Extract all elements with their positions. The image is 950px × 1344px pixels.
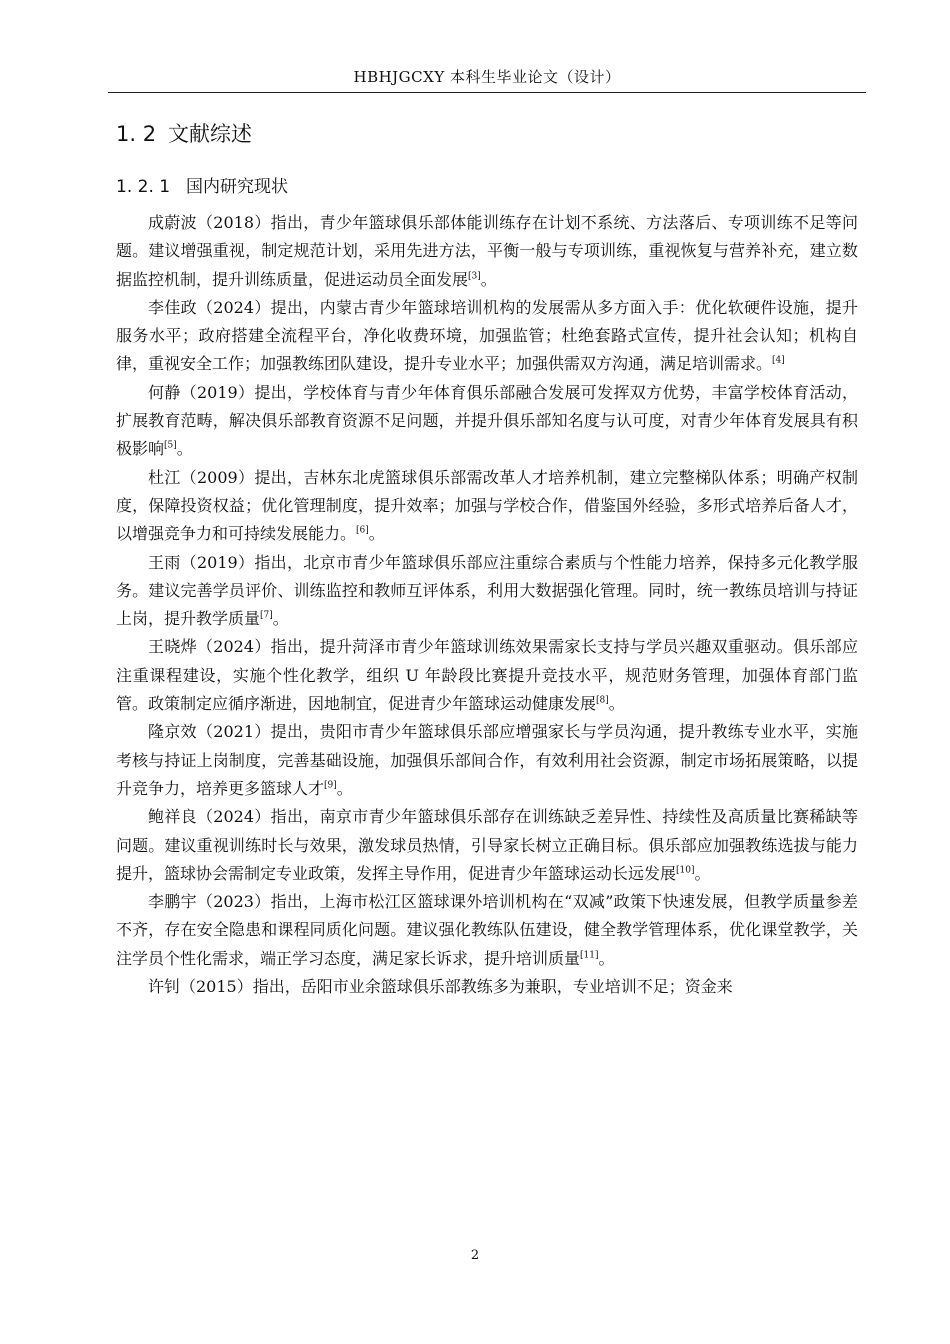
body-text (116, 209, 858, 1001)
paragraph-text: 成蔚波（2018）指出，青少年篮球俱乐部体能训练存在计划不系统、方法落后、专项训练不足等问题。建议增强重视，制定规范计划，采用先进方法，平衡一般与专项训练，重视恢复与营养补充，建立数据监控机制，提升训练质量，促进运动员全面发展 (116, 213, 858, 289)
citation: [9] (324, 780, 337, 791)
paragraph (116, 464, 858, 549)
paragraph (116, 379, 858, 464)
paragraph-text: 李佳政（2024）提出，内蒙古青少年篮球培训机构的发展需从多方面入手：优化软硬件设施，提升服务水平；政府搭建全流程平台，净化收费环境，加强监管；杜绝套路式宣传，提升社会认知；机构自律，重视安全工作；加强教练团队建设，提升专业水平；加强供需双方沟通，满足培训需求。 (116, 297, 858, 374)
section-title: 文献综述 (168, 122, 252, 146)
paragraph-text: 许钊（2015）指出，岳阳市业余篮球俱乐部教练多为兼职，专业培训不足；资金来 (148, 977, 733, 997)
paragraph-end: 。 (480, 269, 497, 289)
citation: [3] (468, 271, 481, 282)
paragraph (116, 973, 858, 1001)
paragraph (116, 633, 858, 718)
paragraph-end: 。 (598, 948, 615, 968)
paragraph (116, 803, 858, 888)
paragraph-end: 。 (368, 524, 385, 544)
subsection-heading (116, 172, 288, 197)
subsection-title: 国内研究现状 (186, 177, 288, 197)
citation: [6] (356, 525, 369, 536)
citation: [4] (772, 356, 785, 367)
paragraph-text: 王雨（2019）指出，北京市青少年篮球俱乐部应注重综合素质与个性能力培养，保持多元化教学服务。建议完善学员评价、训练监控和教师互评体系，利用大数据强化管理。同时，统一教练员培训与持证上岗，提升教学质量 (116, 552, 858, 629)
citation: [7] (260, 610, 273, 621)
paragraph-end: 。 (608, 694, 625, 714)
paragraph-text: 鲍祥良（2024）指出，南京市青少年篮球俱乐部存在训练缺乏差异性、持续性及高质量比赛稀缺等问题。建议重视训练时长与效果，激发球员热情，引导家长树立正确目标。俱乐部应加强教练选拔与能力提升，篮球协会需制定专业政策，发挥主导作用，促进青少年篮球运动长远发展 (116, 807, 858, 883)
page-number: 2 (470, 1248, 480, 1263)
paragraph (116, 209, 858, 294)
subsection-number: 1. 2. 1 (116, 177, 171, 197)
header-divider (108, 92, 866, 93)
paragraph-text: 杜江（2009）提出，吉林东北虎篮球俱乐部需改革人才培养机制，建立完整梯队体系；明确产权制度，保障投资权益；优化管理制度，提升效率；加强与学校合作，借鉴国外经验，多形式培养后备人才，以增强竞争力和可持续发展能力。 (116, 467, 858, 544)
citation: [10] (676, 865, 695, 876)
paragraph-text: 李鹏宇（2023）指出，上海市松江区篮球课外培训机构在“双减”政策下快速发展，但教学质量参差不齐，存在安全隐患和课程同质化问题。建议强化教练队伍建设，健全教学管理体系，优化课堂教学，关注学员个性化需求，端正学习态度，满足家长诉求，提升培训质量 (116, 892, 858, 968)
citation: [5] (164, 441, 177, 452)
paragraph (116, 549, 858, 634)
section-heading (116, 118, 252, 148)
paragraph-end: 。 (694, 863, 711, 883)
paragraph-end: 。 (336, 778, 353, 798)
running-header: HBHJGCXY 本科生毕业论文（设计） (353, 68, 621, 86)
paragraph-text: 隆京效（2021）提出，贵阳市青少年篮球俱乐部应增强家长与学员沟通，提升教练专业水平，实施考核与持证上岗制度，完善基础设施，加强俱乐部间合作，有效利用社会资源，制定市场拓展策略，以提升竞争力，培养更多篮球人才 (116, 722, 858, 798)
paragraph (116, 294, 858, 379)
paragraph (116, 888, 858, 973)
section-number: 1. 2 (116, 122, 157, 146)
paragraph-text: 何静（2019）提出，学校体育与青少年体育俱乐部融合发展可发挥双方优势，丰富学校体育活动，扩展教育范畴，解决俱乐部教育资源不足问题，并提升俱乐部知名度与认可度，对青少年体育发展具有积极影响 (116, 382, 858, 459)
paragraph-end: 。 (176, 439, 193, 459)
paragraph-text: 王晓烨（2024）指出，提升菏泽市青少年篮球训练效果需家长支持与学员兴趣双重驱动。俱乐部应注重课程建设，实施个性化教学，组织 U 年龄段比赛提升竞技水平，规范财务管理，加强体育部门监管。政策制定应循序渐进，因地制宜，促进青少年篮球运动健康发展 (116, 637, 858, 714)
citation: [8] (596, 695, 609, 706)
paragraph-end: 。 (272, 609, 289, 629)
citation: [11] (580, 950, 599, 961)
paragraph (116, 718, 858, 803)
